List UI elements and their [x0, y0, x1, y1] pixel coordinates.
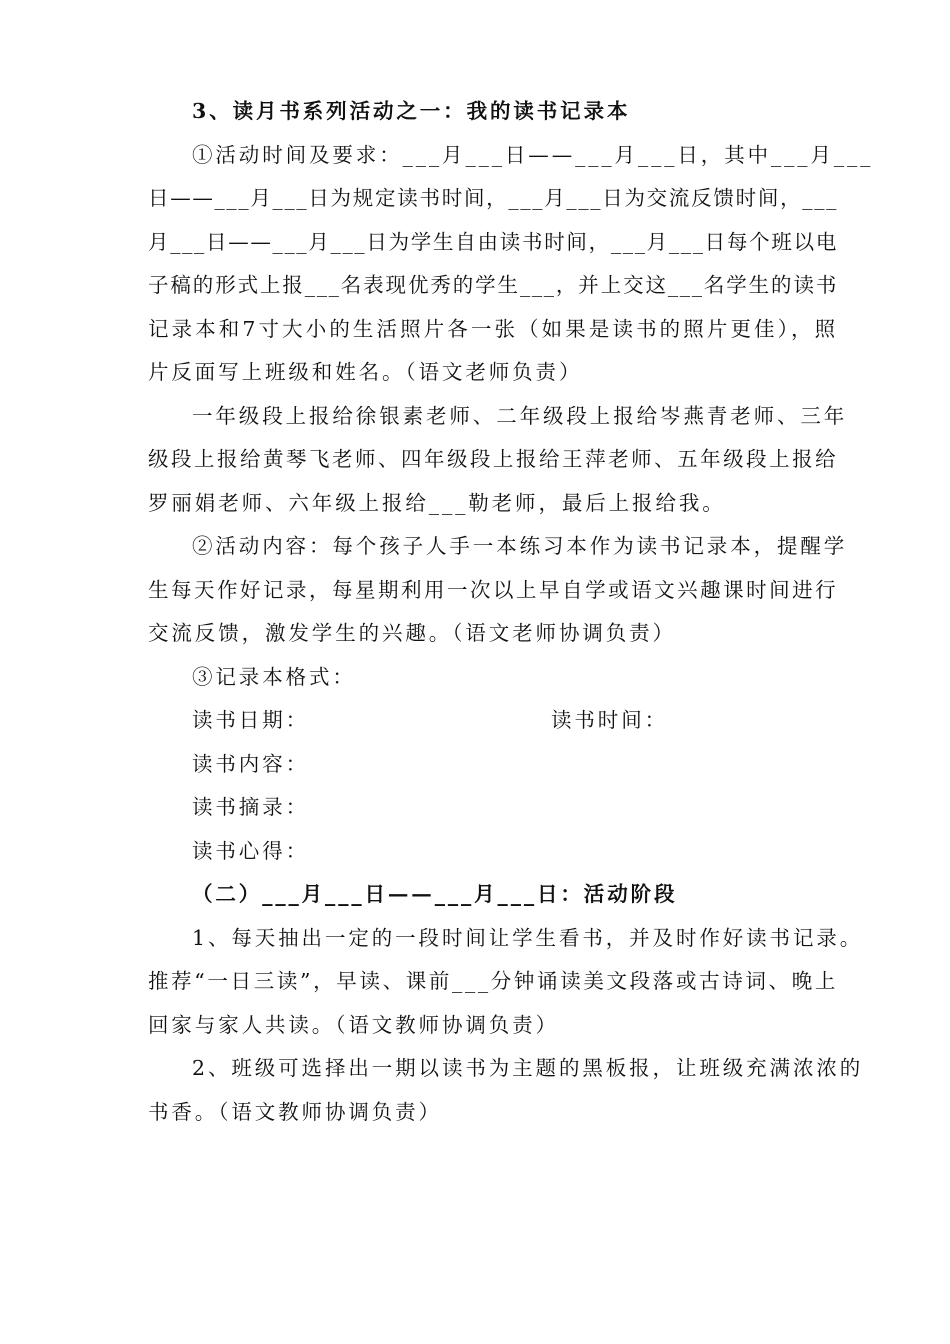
paragraph-line: 片反面写上班级和姓名。（语文老师负责）: [148, 360, 583, 384]
paragraph-line: 记录本和7寸大小的生活照片各一张（如果是读书的照片更佳），照: [148, 317, 838, 341]
list-item-line: 1、每天抽出一定的一段时间让学生看书，并及时作好读书记录。: [192, 926, 864, 950]
list-item-line: 推荐“一日三读”，早读、课前___分钟诵读美文段落或古诗词、晚上: [148, 969, 839, 993]
format-field-content: 读书内容：: [192, 752, 309, 776]
paragraph-line: 一年级段上报给徐银素老师、二年级段上报给岑燕青老师、三年: [192, 404, 848, 428]
list-item-line: 2、班级可选择出一期以读书为主题的黑板报，让班级充满浓浓的: [192, 1056, 864, 1080]
paragraph-line: 罗丽娟老师、六年级上报给___勒老师，最后上报给我。: [148, 491, 726, 515]
section-heading: 3、读月书系列活动之一：我的读书记录本: [192, 99, 631, 123]
paragraph-line: 交流反馈，激发学生的兴趣。（语文老师协调负责）: [148, 621, 676, 645]
paragraph-line: ②活动内容：每个孩子人手一本练习本作为读书记录本，提醒学: [192, 534, 848, 558]
format-field-time: 读书时间：: [551, 708, 668, 732]
paragraph-line: 月___日——___月___日为学生自由读书时间，___月___日每个班以电: [148, 230, 838, 254]
paragraph-line: 生每天作好记录，每星期利用一次以上早自学或语文兴趣课时间进行: [148, 578, 838, 602]
format-field-excerpt: 读书摘录：: [192, 795, 309, 819]
paragraph-line: 级段上报给黄琴飞老师、四年级段上报给王萍老师、五年级段上报给: [148, 447, 838, 471]
format-field-date: 读书日期：: [192, 708, 309, 732]
format-field-feeling: 读书心得：: [192, 839, 309, 863]
format-title: ③记录本格式：: [192, 665, 356, 689]
list-item-line: 回家与家人共读。（语文教师协调负责）: [148, 1013, 559, 1037]
list-item-line: 书香。（语文教师协调负责）: [148, 1100, 442, 1124]
paragraph-line: 日——___月___日为规定读书时间，___月___日为交流反馈时间，___: [148, 186, 838, 210]
paragraph-line: 子稿的形式上报___名表现优秀的学生___，并上交这___名学生的读书: [148, 273, 838, 297]
paragraph-line: ①活动时间及要求：___月___日——___月___日，其中___月___: [192, 143, 874, 167]
stage-heading: （二）___月___日——___月___日：活动阶段: [192, 882, 678, 906]
